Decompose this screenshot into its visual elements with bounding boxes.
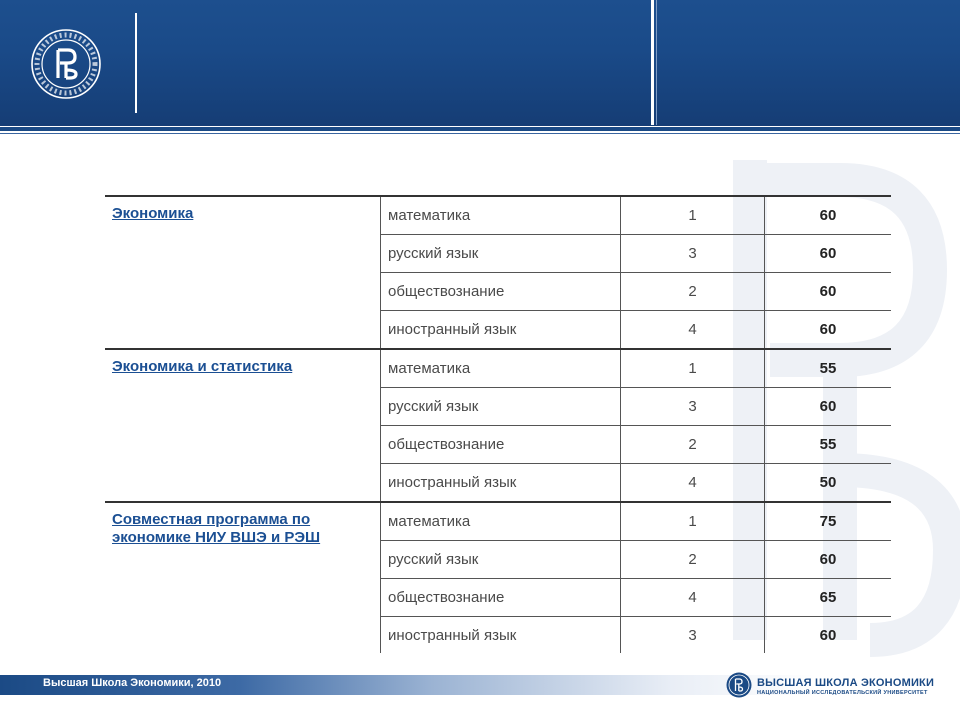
hse-emblem-icon <box>30 28 102 100</box>
score-cell: 55 <box>765 426 892 464</box>
priority-cell: 1 <box>621 196 765 235</box>
program-cell <box>105 349 381 502</box>
table-row <box>105 196 891 235</box>
footer-hse-logo-icon <box>726 672 752 698</box>
program-cell <box>105 196 381 349</box>
score-cell: 50 <box>765 464 892 503</box>
subject-cell: иностранный язык <box>381 311 621 350</box>
subject-cell: русский язык <box>381 388 621 426</box>
score-cell: 60 <box>765 617 892 654</box>
priority-cell: 4 <box>621 579 765 617</box>
subject-cell: математика <box>381 502 621 541</box>
score-cell: 60 <box>765 541 892 579</box>
score-cell: 60 <box>765 196 892 235</box>
score-cell: 75 <box>765 502 892 541</box>
footer-brand-subtitle: НАЦИОНАЛЬНЫЙ ИССЛЕДОВАТЕЛЬСКИЙ УНИВЕРСИТЕТ <box>757 690 928 696</box>
program-cell <box>105 502 381 653</box>
program-link[interactable]: Экономика и статистика <box>112 358 293 375</box>
score-cell: 60 <box>765 235 892 273</box>
score-cell: 60 <box>765 273 892 311</box>
program-link[interactable]: Совместная программа по экономике НИУ ВШЭ и РЭШ <box>112 511 321 546</box>
footer-copyright: Высшая Школа Экономики, 2010 <box>43 677 222 689</box>
subject-cell: математика <box>381 349 621 388</box>
priority-cell: 3 <box>621 235 765 273</box>
header-separator-left <box>135 13 137 113</box>
score-cell: 65 <box>765 579 892 617</box>
priority-cell: 2 <box>621 541 765 579</box>
subject-cell: иностранный язык <box>381 617 621 654</box>
subject-cell: русский язык <box>381 235 621 273</box>
priority-cell: 4 <box>621 311 765 350</box>
header-separator-right-shadow <box>656 0 657 125</box>
footer-brand <box>757 677 934 697</box>
subject-cell: обществознание <box>381 579 621 617</box>
score-cell: 60 <box>765 311 892 350</box>
footer-brand-name: ВЫСШАЯ ШКОЛА ЭКОНОМИКИ <box>757 677 935 689</box>
priority-cell: 2 <box>621 273 765 311</box>
admission-table <box>105 195 891 653</box>
table-row <box>105 349 891 388</box>
subject-cell: иностранный язык <box>381 464 621 503</box>
table-row <box>105 502 891 541</box>
score-cell: 55 <box>765 349 892 388</box>
priority-cell: 1 <box>621 502 765 541</box>
subject-cell: математика <box>381 196 621 235</box>
subject-cell: русский язык <box>381 541 621 579</box>
priority-cell: 2 <box>621 426 765 464</box>
priority-cell: 3 <box>621 388 765 426</box>
header-band <box>0 0 960 126</box>
priority-cell: 4 <box>621 464 765 503</box>
header-separator-right <box>651 0 654 125</box>
subject-cell: обществознание <box>381 273 621 311</box>
priority-cell: 3 <box>621 617 765 654</box>
priority-cell: 1 <box>621 349 765 388</box>
header-underline <box>0 127 960 131</box>
program-link[interactable]: Экономика <box>112 205 194 222</box>
subject-cell: обществознание <box>381 426 621 464</box>
header-thin-line <box>0 133 960 134</box>
score-cell: 60 <box>765 388 892 426</box>
